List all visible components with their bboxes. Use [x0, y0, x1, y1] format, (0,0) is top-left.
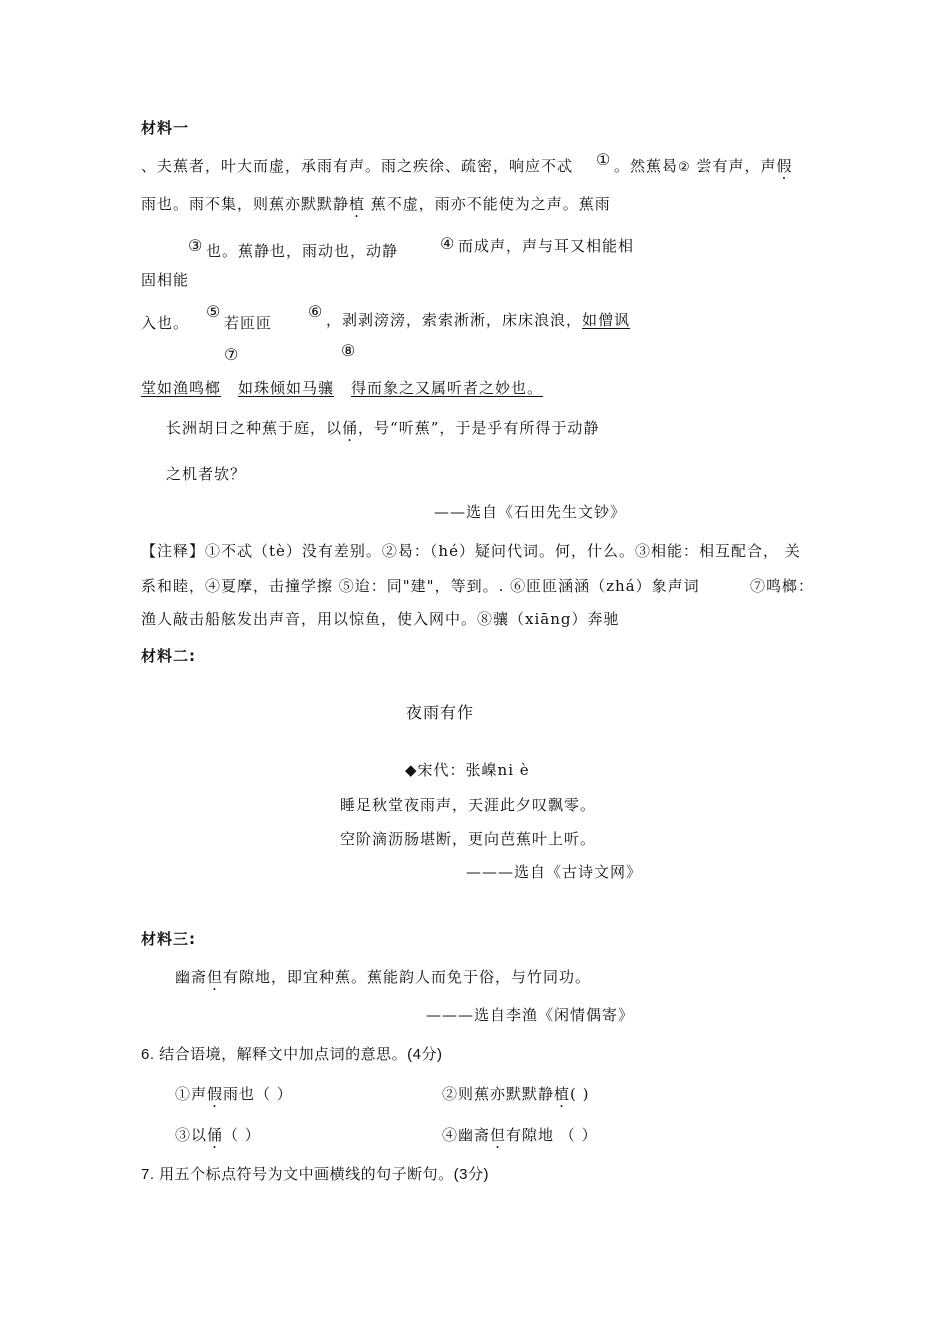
text-segment: ，剥剥滂滂，索索淅淅，床床浪浪，: [326, 311, 583, 329]
underlined-sentence-2: 堂如渔鸣榔: [141, 379, 222, 397]
material-3-source: ———选自李渔《闲情偶寄》: [426, 1006, 635, 1024]
material-1-line-5a: 入也。: [141, 314, 190, 332]
material-1-line-7: [166, 418, 599, 438]
text-segment: 。然蕉曷: [614, 157, 679, 175]
text-segment: 有隙地 （ ）: [506, 1126, 598, 1144]
poem-title: 夜雨有作: [406, 703, 475, 722]
dotted-word-zhi: 植: [349, 195, 366, 213]
material-1-line-2: [141, 194, 611, 214]
poem-line-1: 睡足秋堂夜雨声，天涯此夕叹飘零。: [340, 796, 597, 814]
text-segment: ，号“听蕉”，于是乎有所得于动静: [358, 419, 600, 437]
material-1-note-2: 系和睦，④夏摩，击撞学擦 ⑤迨：同"建"，等到。. ⑥匝匝涵涵（zhá）象声词: [141, 577, 700, 595]
question-6: 6. 结合语境，解释文中加点词的意思。(4分): [141, 1046, 443, 1063]
text-segment: ①声: [175, 1085, 208, 1103]
footnote-marker-4: ④: [440, 234, 455, 253]
material-1-heading: 材料一: [141, 119, 190, 137]
text-segment: 、夫蕉者，叶大而虚，承雨有声。雨之疾徐、疏密，响应不忒: [141, 157, 574, 175]
text-segment: 蕉不虚，雨亦不能使为之声。蕉雨: [365, 195, 611, 213]
material-3-heading: 材料三:: [141, 930, 196, 948]
material-2-source: ———选自《古诗文网》: [466, 863, 643, 881]
material-2-heading: 材料二:: [141, 647, 196, 665]
text-segment: ③以: [175, 1126, 208, 1144]
poem-author: ◆宋代：张嵲ni è: [405, 761, 530, 779]
dotted-word: 植: [554, 1085, 571, 1103]
dotted-word-dan: 但: [207, 968, 224, 986]
material-1-line-1b: [614, 156, 792, 178]
dotted-word-jia: 假: [776, 157, 793, 175]
material-1-line-5b: 若匝匝: [224, 314, 273, 332]
question-7: 7. 用五个标点符号为文中画横线的句子断句。(3分): [141, 1166, 490, 1183]
material-1-note-2b: ⑦鸣榔：: [750, 577, 815, 595]
text-segment: 雨也（ ）: [223, 1085, 293, 1103]
footnote-marker-3: ③: [188, 236, 203, 255]
footnote-marker-6: ⑥: [308, 302, 323, 321]
material-1-note-3: 渔人敲击船舷发出声音，用以惊鱼，使入网中。⑧骧（xiāng）奔驰: [141, 610, 620, 628]
underlined-sentence-3: 如珠倾如马骧: [238, 379, 335, 397]
material-1-line-1: [141, 156, 573, 176]
footnote-marker-1: ①: [596, 150, 611, 169]
dotted-word: 假: [207, 1085, 224, 1103]
poem-line-2: 空阶滴沥肠堪断，更向芭蕉叶上听。: [340, 830, 597, 848]
footnote-marker-5: ⑤: [206, 302, 221, 321]
text-segment: 幽斋: [175, 968, 208, 986]
dotted-word: 但: [490, 1126, 507, 1144]
material-1-line-4: 固相能: [141, 271, 190, 289]
footnote-marker-8: ⑧: [341, 341, 356, 360]
footnote-marker-7: ⑦: [224, 345, 239, 364]
text-segment: ( ): [570, 1085, 590, 1103]
text-segment: 雨也。雨不集，则蕉亦默默静: [141, 195, 350, 213]
text-segment: ②则蕉亦默默静: [442, 1085, 555, 1103]
material-1-line-6: [141, 378, 543, 398]
text-segment: 有隙地，即宜种蕉。蕉能韵人而免于俗，与竹同功。: [223, 968, 592, 986]
question-6-item-1: [175, 1084, 293, 1104]
material-1-source: ——选自《石田先生文钞》: [434, 503, 627, 521]
question-6-item-3: [175, 1125, 261, 1145]
material-1-line-5c: [326, 310, 630, 330]
material-1-note-1: 【注释】①不忒（tè）没有差别。②曷：（hé）疑问代词。何，什么。③相能：相互配合， 关: [141, 542, 801, 560]
underlined-sentence-4: 得而象之又属听者之妙也。: [351, 379, 544, 397]
question-6-item-4: [442, 1125, 598, 1145]
text-segment: 长洲胡日之种蕉于庭，以: [166, 419, 343, 437]
question-6-item-2: [442, 1084, 590, 1104]
material-1-line-3b: 而成声，声与耳又相能相: [458, 237, 635, 255]
material-3-line-1: [175, 967, 591, 987]
material-1-line-8: 之机者欤？: [166, 465, 247, 483]
underlined-sentence-1: 如僧讽: [582, 311, 631, 329]
text-segment: 尝有声，声: [690, 157, 777, 175]
material-1-line-3a: 也。蕉静也，雨动也，动静: [206, 242, 399, 260]
footnote-marker-2: ②: [678, 160, 691, 175]
dotted-word: 俑: [207, 1126, 224, 1144]
text-segment: ④幽斋: [442, 1126, 491, 1144]
text-segment: （ ）: [223, 1126, 261, 1144]
dotted-word-yong: 俑: [342, 419, 359, 437]
